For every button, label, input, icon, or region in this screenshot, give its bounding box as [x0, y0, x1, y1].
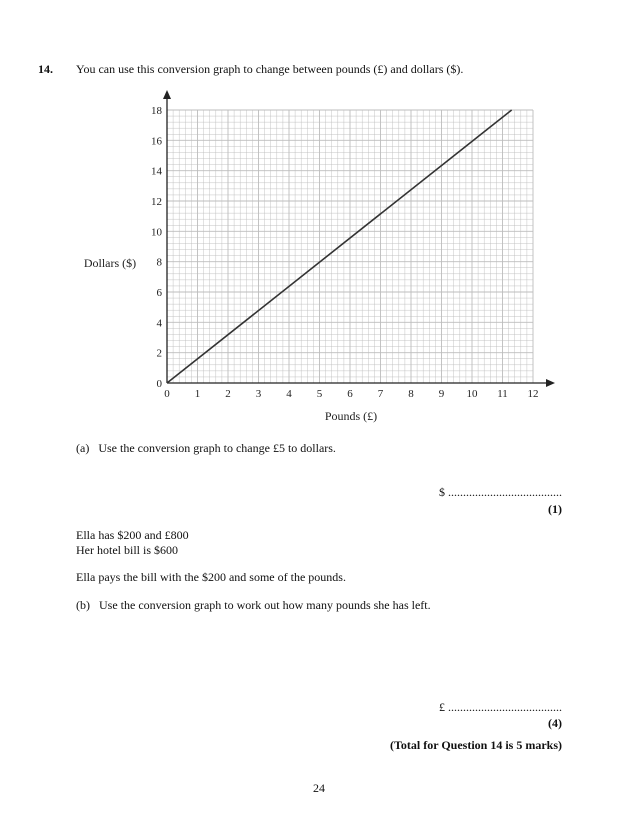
y-tick-label: 16 — [151, 135, 162, 148]
part-a-question — [76, 441, 336, 456]
x-tick-label: 11 — [497, 388, 508, 400]
y-tick-label: 2 — [156, 347, 162, 360]
y-tick-label: 14 — [151, 165, 162, 178]
x-tick-label: 9 — [438, 388, 445, 400]
x-tick-label: 2 — [225, 388, 231, 400]
tick-labels — [151, 105, 539, 400]
x-axis-arrow — [546, 379, 555, 387]
x-tick-label: 6 — [347, 388, 353, 400]
info-line-3: Ella pays the bill with the $200 and some of the pounds. — [76, 570, 346, 584]
y-tick-label: 0 — [156, 378, 162, 390]
x-tick-label: 12 — [527, 388, 539, 400]
part-a-label: (a) — [76, 441, 90, 455]
x-tick-label: 1 — [194, 388, 201, 400]
x-tick-label: 5 — [316, 388, 323, 400]
part-b-marks: (4) — [548, 716, 562, 730]
y-tick-label: 8 — [156, 256, 162, 269]
total-marks: (Total for Question 14 is 5 marks) — [389, 738, 562, 752]
y-axis-label: Dollars ($) — [83, 256, 137, 270]
question-number: 14. — [38, 62, 53, 76]
part-a-marks: (1) — [548, 502, 562, 516]
x-tick-label: 0 — [164, 388, 170, 400]
conversion-graph — [60, 88, 560, 433]
part-b-question — [76, 598, 431, 613]
part-b-text: Use the conversion graph to work out how many pounds she has left. — [99, 598, 431, 612]
part-b-answer-line[interactable]: £ ...................................... — [439, 700, 562, 714]
x-tick-label: 4 — [286, 388, 292, 400]
x-tick-label: 7 — [377, 388, 384, 400]
x-axis-label: Pounds (£) — [324, 409, 378, 423]
info-line-1: Ella has $200 and £800 — [76, 528, 189, 542]
y-tick-label: 4 — [156, 317, 162, 330]
part-b-label: (b) — [76, 598, 90, 612]
question-text: You can use this conversion graph to change between pounds (£) and dollars ($). — [76, 62, 464, 76]
info-line-2: Her hotel bill is $600 — [76, 543, 178, 557]
y-tick-label: 10 — [151, 226, 162, 239]
page-number: 24 — [313, 781, 325, 795]
part-a-text: Use the conversion graph to change £5 to dollars. — [98, 441, 336, 455]
y-tick-label: 18 — [151, 105, 162, 117]
y-tick-label: 12 — [151, 196, 162, 208]
x-tick-label: 10 — [466, 388, 478, 400]
x-tick-label: 8 — [408, 388, 414, 400]
y-tick-label: 6 — [156, 287, 162, 299]
y-axis-arrow — [163, 90, 171, 99]
x-tick-label: 3 — [255, 388, 262, 400]
part-a-answer-line[interactable]: $ ...................................... — [439, 485, 562, 499]
